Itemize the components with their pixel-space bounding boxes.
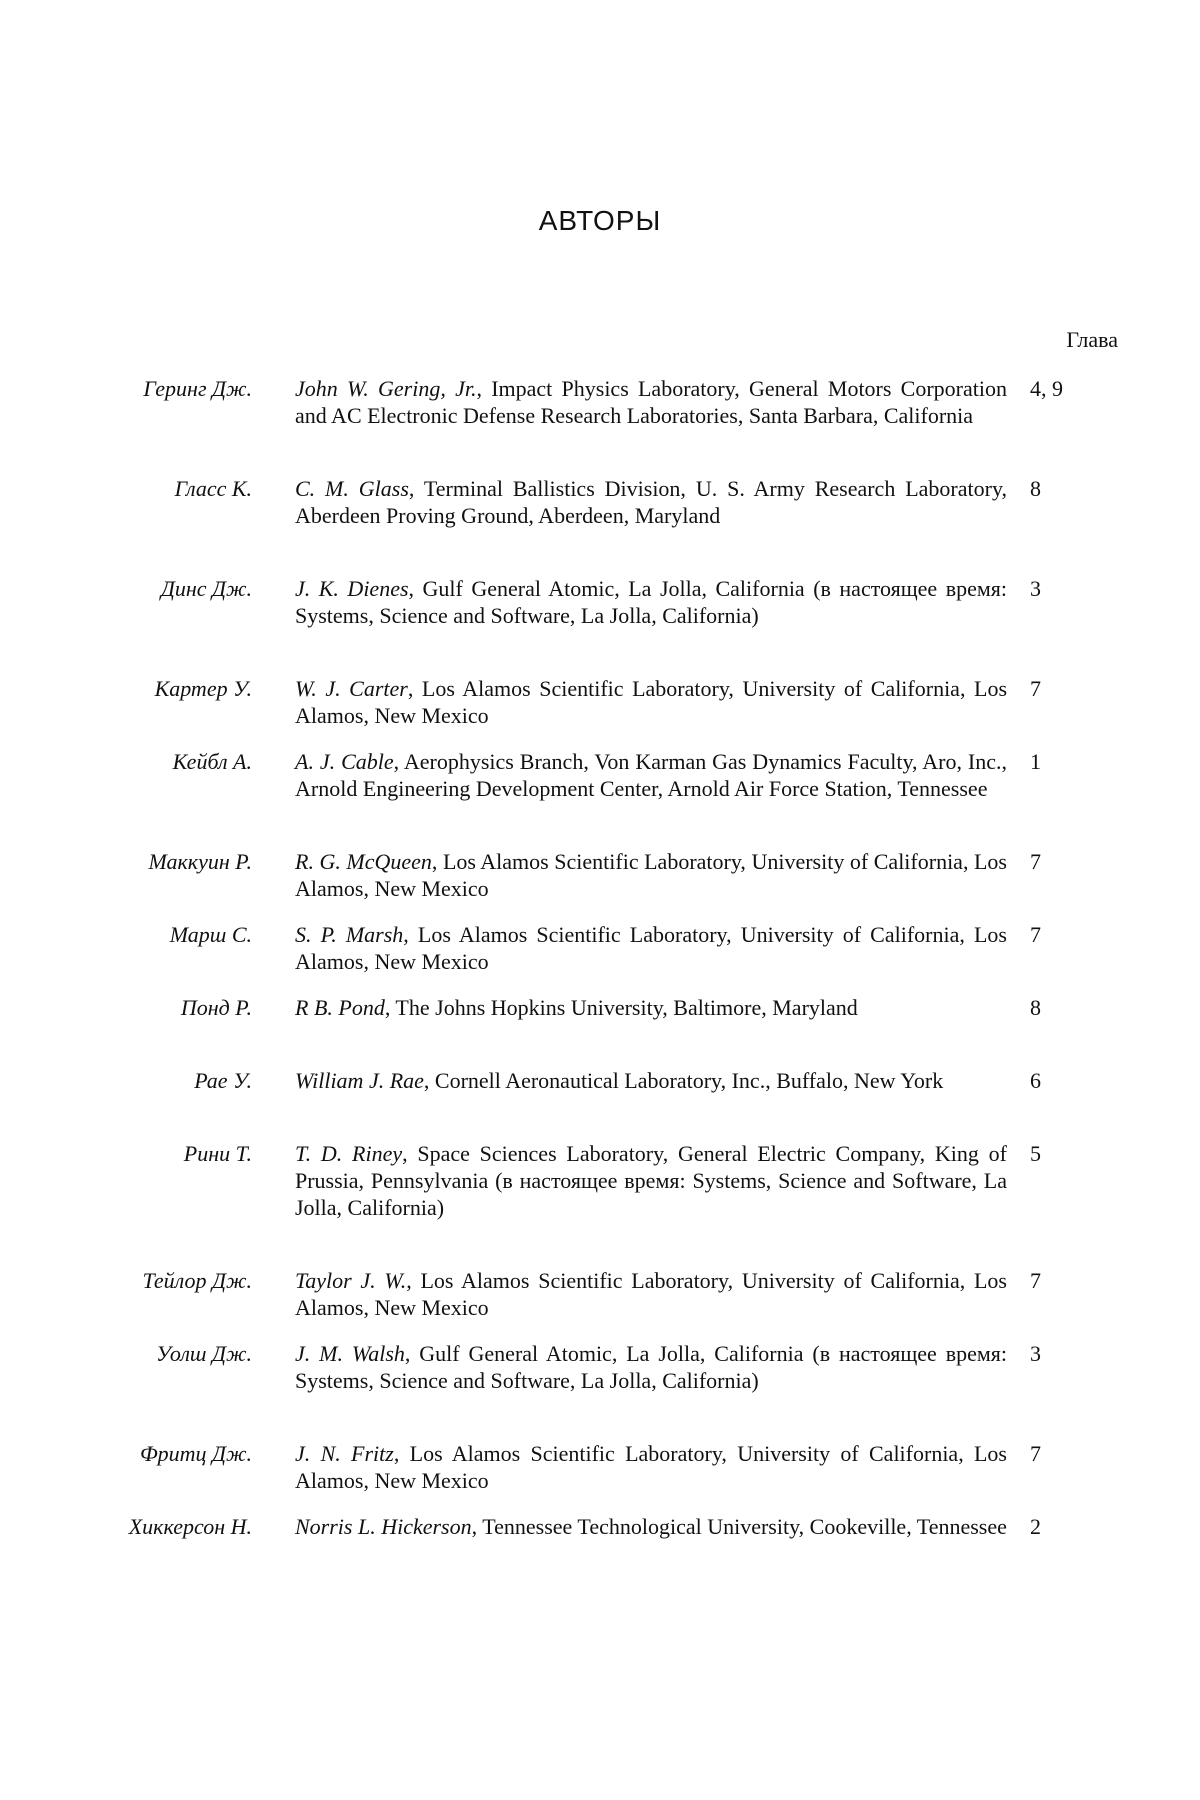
author-chapter: 8 xyxy=(1030,995,1041,1020)
author-affiliation: , Los Alamos Scientific Laboratory, University of California, Los Alamos, New Mexico xyxy=(295,849,1007,901)
author-entry xyxy=(0,748,1200,829)
author-name: John W. Gering, Jr. xyxy=(295,376,477,401)
author-list xyxy=(0,375,1200,1586)
author-name: J. K. Dienes xyxy=(295,576,409,601)
author-entry xyxy=(0,375,1200,456)
author-chapter: 5 xyxy=(1030,1141,1041,1166)
author-chapter: 1 xyxy=(1030,749,1041,774)
author-russian-name: Рини Т. xyxy=(183,1141,252,1166)
author-affiliation: , The Johns Hopkins University, Baltimore, Maryland xyxy=(384,995,858,1020)
author-chapter: 7 xyxy=(1030,676,1041,701)
author-chapter: 6 xyxy=(1030,1068,1041,1093)
author-details xyxy=(295,748,1007,802)
author-chapter: 7 xyxy=(1030,849,1041,874)
author-details xyxy=(295,375,1007,429)
author-affiliation: , Los Alamos Scientific Laboratory, University of California, Los Alamos, New Mexico xyxy=(295,922,1007,974)
author-entry xyxy=(0,1067,1200,1121)
author-details xyxy=(295,848,1007,902)
author-details xyxy=(295,675,1007,729)
author-name: Taylor J. W. xyxy=(295,1268,407,1293)
author-russian-name: Рае У. xyxy=(194,1068,252,1093)
author-affiliation: , Impact Physics Laboratory, General Motors Corporation and AC Electronic Defense Research Laboratories, Santa Barbara, California xyxy=(295,376,1007,428)
author-russian-name: Тейлор Дж. xyxy=(142,1268,252,1293)
author-affiliation: , Tennessee Technological University, Cookeville, Tennessee xyxy=(471,1514,1007,1539)
author-entry xyxy=(0,994,1200,1048)
author-affiliation: , Cornell Aeronautical Laboratory, Inc., Buffalo, New York xyxy=(423,1068,944,1093)
author-chapter: 3 xyxy=(1030,1341,1041,1366)
author-details xyxy=(295,994,1007,1021)
author-russian-name: Маккуин Р. xyxy=(148,849,252,874)
author-affiliation: , Gulf General Atomic, La Jolla, California (в настоящее время: Systems, Science and Software, La Jolla, California) xyxy=(295,1341,1008,1393)
author-entry xyxy=(0,1513,1200,1567)
author-affiliation: , Los Alamos Scientific Laboratory, University of California, Los Alamos, New Mexico xyxy=(295,1268,1007,1320)
author-entry xyxy=(0,1440,1200,1494)
author-russian-name: Динс Дж. xyxy=(160,576,252,601)
author-affiliation: , Space Sciences Laboratory, General Electric Company, King of Prussia, Pennsylvania (в настоящее время: Systems, Science and Software, La Jolla, California) xyxy=(295,1141,1007,1220)
author-russian-name: Геринг Дж. xyxy=(143,376,252,401)
author-russian-name: Гласс К. xyxy=(174,476,252,501)
author-chapter: 8 xyxy=(1030,476,1041,501)
author-name: Norris L. Hickerson xyxy=(295,1514,472,1539)
author-details xyxy=(295,1513,1007,1540)
author-affiliation: , Gulf General Atomic, La Jolla, California (в настоящее время: Systems, Science and Software, La Jolla, California) xyxy=(295,576,1008,628)
page-title: АВТОРЫ xyxy=(538,205,662,236)
author-entry xyxy=(0,1140,1200,1248)
author-russian-name: Кейбл А. xyxy=(172,749,252,774)
author-chapter: 3 xyxy=(1030,576,1041,601)
author-entry xyxy=(0,1340,1200,1421)
author-name: William J. Rae xyxy=(295,1068,424,1093)
author-russian-name: Уолш Дж. xyxy=(156,1341,252,1366)
author-chapter: 7 xyxy=(1030,1268,1041,1293)
author-entry xyxy=(0,475,1200,556)
author-russian-name: Картер У. xyxy=(154,676,252,701)
author-chapter: 2 xyxy=(1030,1514,1041,1539)
author-russian-name: Марш С. xyxy=(169,922,252,947)
author-entry xyxy=(0,675,1200,729)
author-chapter: 7 xyxy=(1030,922,1041,947)
author-affiliation: , Terminal Ballistics Division, U. S. Army Research Laboratory, Aberdeen Proving Ground, Aberdeen, Maryland xyxy=(295,476,1008,528)
author-entry xyxy=(0,921,1200,975)
author-russian-name: Понд Р. xyxy=(180,995,252,1020)
author-name: S. P. Marsh xyxy=(295,922,404,947)
author-details xyxy=(295,921,1007,975)
author-name: W. J. Carter xyxy=(295,676,408,701)
author-name: A. J. Cable xyxy=(295,749,394,774)
author-russian-name: Хиккерсон Н. xyxy=(128,1514,252,1539)
author-entry xyxy=(0,848,1200,902)
author-chapter: 4, 9 xyxy=(1030,376,1063,401)
author-details xyxy=(295,1267,1007,1321)
author-details xyxy=(295,1340,1007,1394)
author-affiliation: , Los Alamos Scientific Laboratory, University of California, Los Alamos, New Mexico xyxy=(295,676,1008,728)
author-affiliation: , Los Alamos Scientific Laboratory, University of California, Los Alamos, New Mexico xyxy=(295,1441,1007,1493)
author-russian-name: Фритц Дж. xyxy=(139,1441,252,1466)
author-affiliation: , Aerophysics Branch, Von Karman Gas Dynamics Faculty, Aro, Inc., Arnold Engineering Development Center, Arnold Air Force Station, Tennessee xyxy=(295,749,1007,801)
author-details xyxy=(295,575,1007,629)
author-name: T. D. Riney xyxy=(295,1141,403,1166)
author-name: J. N. Fritz xyxy=(295,1441,394,1466)
author-name: C. M. Glass xyxy=(295,476,409,501)
author-details xyxy=(295,1140,1007,1221)
author-details xyxy=(295,1067,1007,1094)
author-name: J. M. Walsh xyxy=(295,1341,405,1366)
chapter-column-header: Глава xyxy=(1066,327,1118,352)
author-name: R B. Pond xyxy=(295,995,385,1020)
author-details xyxy=(295,1440,1007,1494)
author-entry xyxy=(0,575,1200,656)
author-entry xyxy=(0,1267,1200,1321)
author-details xyxy=(295,475,1007,529)
author-name: R. G. McQueen xyxy=(295,849,432,874)
author-chapter: 7 xyxy=(1030,1441,1041,1466)
